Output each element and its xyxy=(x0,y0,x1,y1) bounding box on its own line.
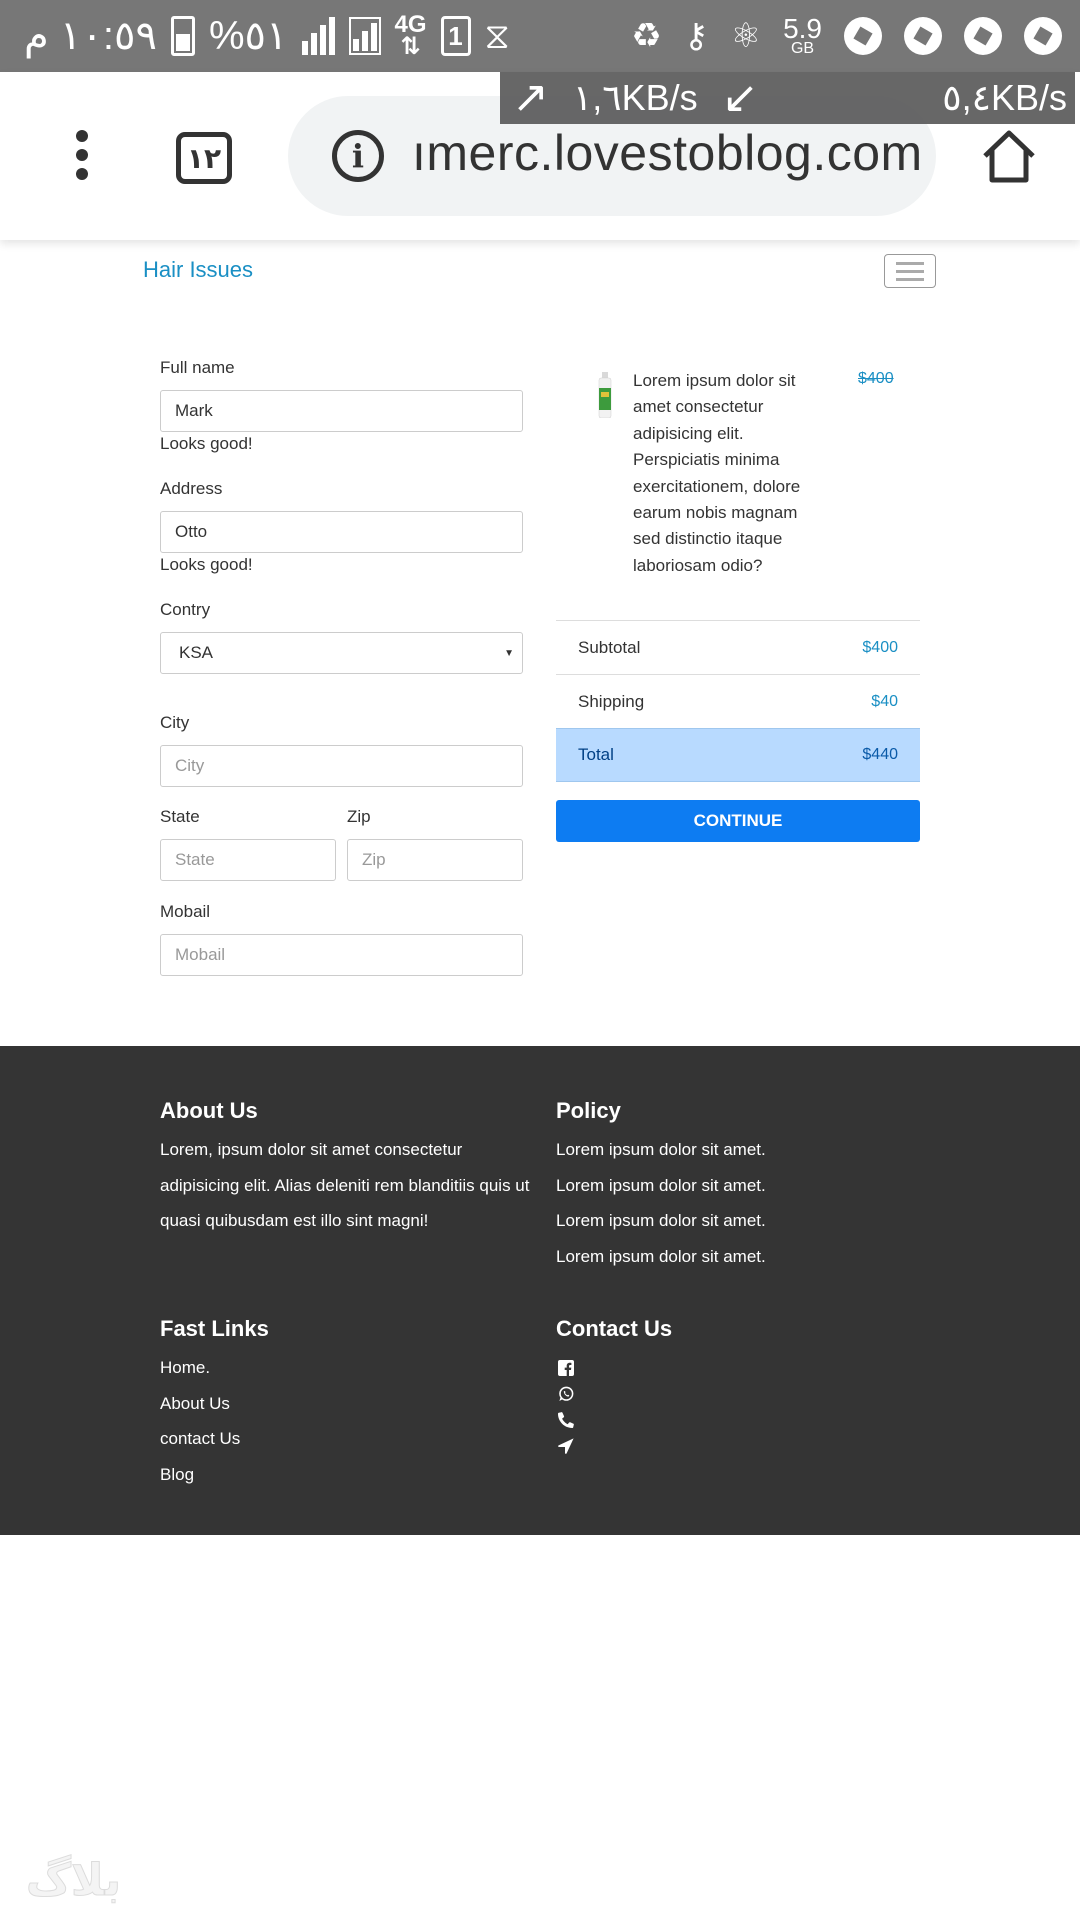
aperture-icon xyxy=(964,17,1002,55)
fast-links-title: Fast Links xyxy=(160,1316,269,1341)
fast-links-list xyxy=(160,1350,240,1492)
subtotal-row xyxy=(556,620,920,674)
country-select[interactable] xyxy=(160,632,523,674)
zip-input[interactable]: Zip xyxy=(347,839,523,881)
battery-percent: %٥١ xyxy=(208,14,288,58)
watermark-logo xyxy=(26,1855,121,1906)
data-usage: 5.9 GB xyxy=(783,13,822,57)
policy-item[interactable]: Lorem ipsum dolor sit amet. xyxy=(556,1140,766,1159)
phone-icon[interactable] xyxy=(558,1412,574,1428)
status-bar-right xyxy=(631,0,1062,72)
mobile-label: Mobail xyxy=(160,902,211,921)
fast-link-about[interactable]: About Us xyxy=(160,1393,230,1413)
mute-icon: ⧖ xyxy=(484,14,510,56)
signal-icon xyxy=(349,17,381,55)
footer xyxy=(0,1046,1080,1535)
download-arrow-icon: ↙ xyxy=(721,73,759,122)
full-name-feedback: Looks good! xyxy=(160,434,253,453)
country-label: Contry xyxy=(160,600,211,619)
shipping-value: $40 xyxy=(871,692,898,710)
zip-label: Zip xyxy=(347,807,371,826)
info-icon[interactable]: i xyxy=(332,130,384,182)
facebook-icon[interactable] xyxy=(558,1360,574,1376)
key-icon: ⚷ xyxy=(683,17,709,55)
policy-item[interactable]: Lorem ipsum dolor sit amet. xyxy=(556,1211,766,1230)
mobile-input[interactable]: Mobail xyxy=(160,934,523,976)
upload-speed: ١,٦KB/s xyxy=(572,77,698,118)
status-bar-left xyxy=(24,0,510,72)
site-navbar xyxy=(0,240,1080,302)
product-description: Lorem ipsum dolor sit amet consectetur adipisicing elit. Perspiciatis minima exercitationem, dolore earum nobis magnam sed distinctio itaque laboriosam odio? xyxy=(633,371,801,575)
policy-list xyxy=(556,1132,766,1274)
4g-icon: 4G ⇅ xyxy=(394,11,427,60)
full-name-label: Full name xyxy=(160,358,235,377)
city-input[interactable]: City xyxy=(160,745,523,787)
total-value: $440 xyxy=(862,746,898,763)
url-text[interactable]: ımerc.lovestoblog.com xyxy=(412,125,923,181)
about-text: Lorem, ipsum dolor sit amet consectetur adipisicing elit. Alias deleniti rem blanditiis quis ut quasi quibusdam est illo sint magni! xyxy=(160,1140,530,1230)
state-label: State xyxy=(160,807,200,826)
total-label: Total xyxy=(578,745,614,764)
more-vert-icon[interactable] xyxy=(76,130,88,180)
location-arrow-icon[interactable] xyxy=(558,1438,574,1454)
home-icon[interactable] xyxy=(980,128,1038,184)
policy-item[interactable]: Lorem ipsum dolor sit amet. xyxy=(556,1175,766,1195)
fast-link-blog[interactable]: Blog xyxy=(160,1464,195,1484)
aperture-icon xyxy=(844,17,882,55)
address-input[interactable]: Otto xyxy=(160,511,523,553)
brand-link[interactable]: Hair Issues xyxy=(143,257,254,282)
country-select-value: KSA xyxy=(179,643,214,662)
status-bar xyxy=(0,0,1080,72)
subtotal-value: $400 xyxy=(862,638,898,656)
upload-arrow-icon: ↗ xyxy=(512,73,549,122)
contact-title: Contact Us xyxy=(556,1316,673,1341)
signal-icon xyxy=(302,17,335,55)
subtotal-label: Subtotal xyxy=(578,637,641,657)
recycle-icon: ♻ xyxy=(631,17,662,55)
navbar-toggler-button[interactable] xyxy=(884,254,936,288)
fast-link-contact[interactable]: contact Us xyxy=(160,1429,241,1448)
shipping-label: Shipping xyxy=(578,691,645,711)
state-input[interactable]: State xyxy=(160,839,336,881)
total-row xyxy=(556,728,920,782)
sim-icon: 1 xyxy=(441,16,471,56)
contact-icons xyxy=(558,1350,574,1464)
product-price: $400 xyxy=(858,370,894,387)
full-name-input[interactable]: Mark xyxy=(160,390,523,432)
policy-title: Policy xyxy=(556,1098,621,1123)
caret-down-icon: ▼ xyxy=(504,648,514,659)
watermark-text: بلاگ xyxy=(26,1856,121,1905)
policy-item[interactable]: Lorem ipsum dolor sit amet. xyxy=(556,1246,766,1266)
aperture-icon xyxy=(904,17,942,55)
shipping-row xyxy=(556,674,920,728)
about-title: About Us xyxy=(160,1098,258,1123)
atom-icon: ⚛ xyxy=(730,17,762,55)
battery-icon xyxy=(171,16,195,56)
address-label: Address xyxy=(160,479,223,498)
status-time: ١٠:٥٩ م xyxy=(24,14,157,58)
network-speed-overlay xyxy=(500,72,1075,124)
fast-link-home[interactable]: Home. xyxy=(160,1358,211,1377)
tabs-icon[interactable]: ١٢ xyxy=(176,132,232,184)
city-label: City xyxy=(160,713,190,732)
address-feedback: Looks good! xyxy=(160,555,253,574)
whatsapp-icon[interactable] xyxy=(558,1386,574,1402)
product-image xyxy=(596,372,614,418)
aperture-icon xyxy=(1024,17,1062,55)
download-speed: ٥,٤KB/s xyxy=(942,77,1067,118)
continue-button[interactable]: CONTINUE xyxy=(556,800,920,842)
